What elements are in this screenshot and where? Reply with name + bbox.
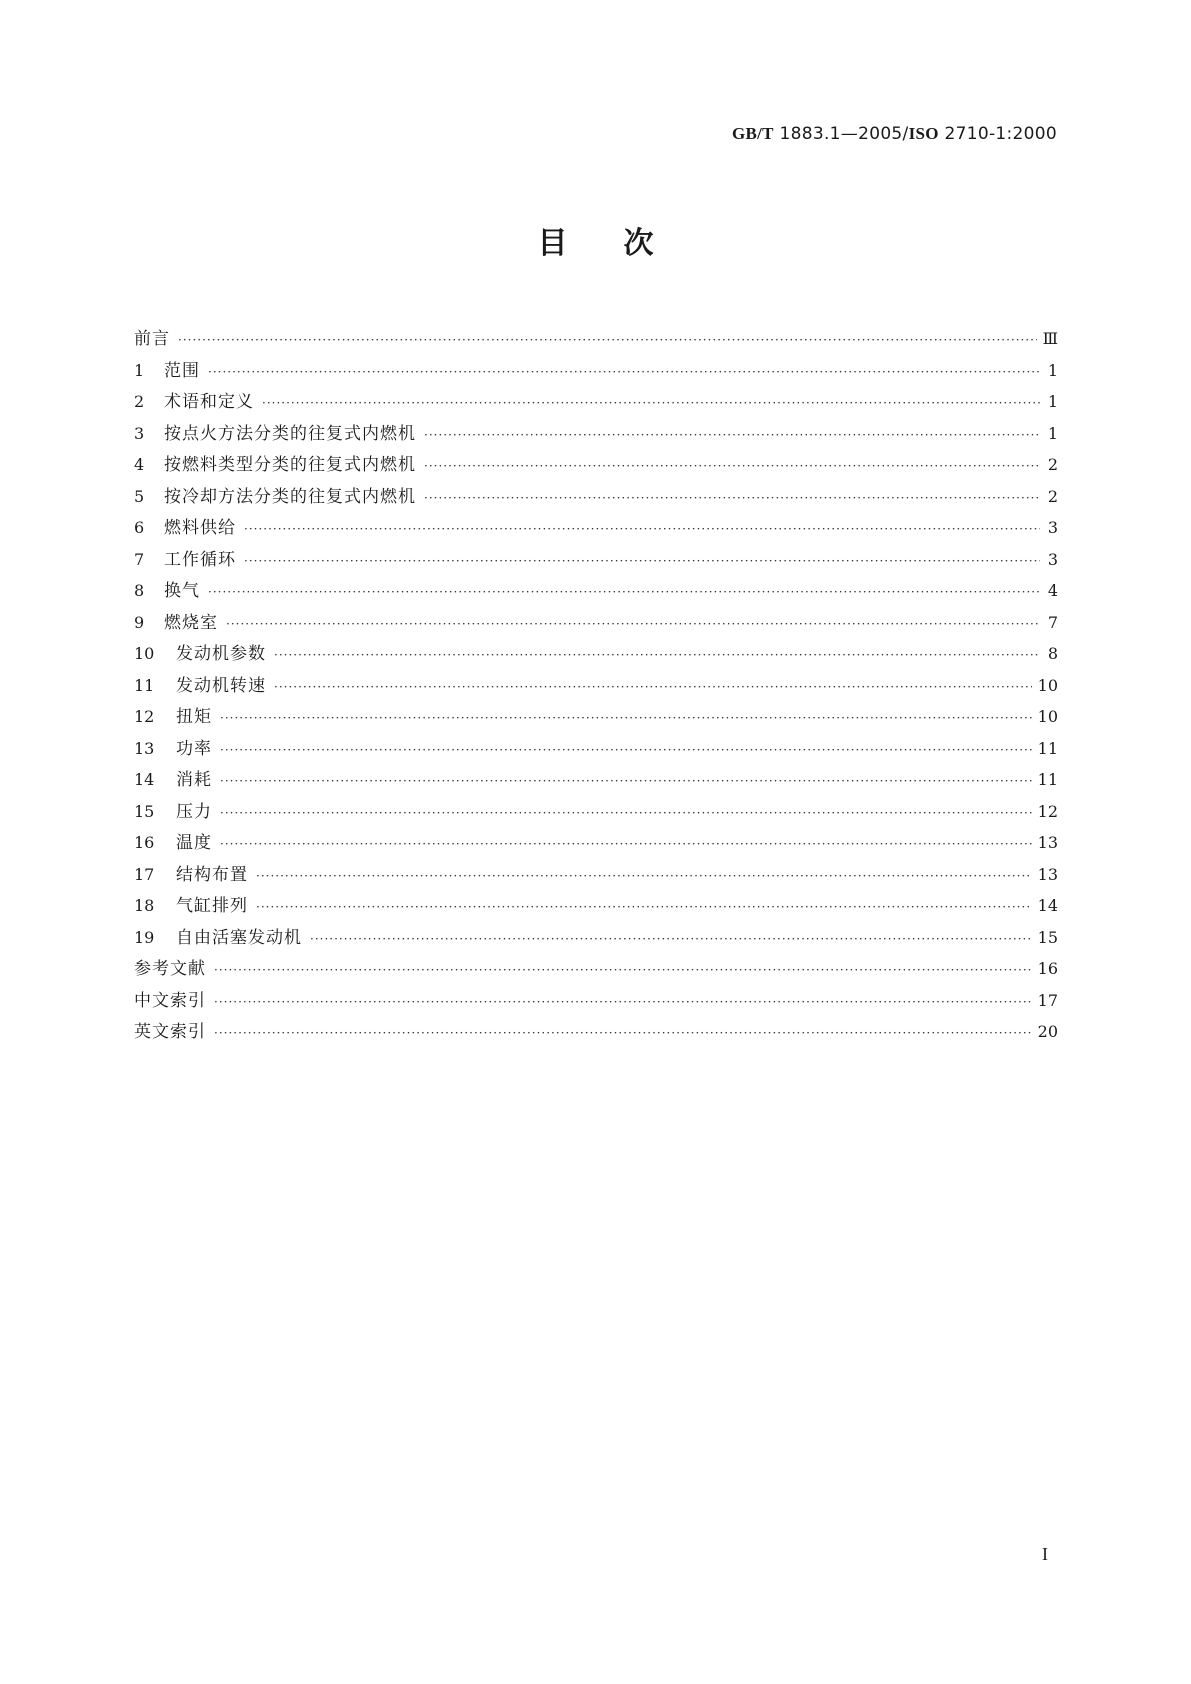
dot-leader xyxy=(220,832,1032,856)
standard-code xyxy=(732,124,1057,144)
dot-leader xyxy=(262,391,1040,415)
toc-entry[interactable] xyxy=(134,894,1058,926)
toc-entry[interactable] xyxy=(134,422,1058,454)
toc-entry[interactable] xyxy=(134,327,1058,359)
std-prefix: GB/T xyxy=(731,124,774,143)
toc-entry-label: 按冷却方法分类的往复式内燃机 xyxy=(164,486,416,507)
toc-entry-label: 按点火方法分类的往复式内燃机 xyxy=(164,423,416,444)
toc-entry-label: 压力 xyxy=(176,801,212,822)
toc-entry-page: 2 xyxy=(1047,455,1058,474)
toc-entry-number: 7 xyxy=(134,549,145,569)
dot-leader xyxy=(208,580,1040,604)
dot-leader xyxy=(424,486,1040,510)
toc-entry-label: 燃料供给 xyxy=(164,518,236,538)
toc-entry-page: 1 xyxy=(1047,423,1058,443)
dot-leader xyxy=(220,769,1032,793)
toc-entry-number: 11 xyxy=(134,675,155,695)
toc-entry-label: 功率 xyxy=(176,738,212,759)
toc-entry-page: 11 xyxy=(1037,738,1058,758)
toc-entry-page: 1 xyxy=(1047,392,1058,411)
toc-entry-number: 8 xyxy=(134,581,145,600)
toc-entry-page: 15 xyxy=(1037,927,1058,947)
toc-entry[interactable] xyxy=(134,926,1058,958)
toc-entry-label: 范围 xyxy=(164,360,200,381)
table-of-contents xyxy=(134,327,1058,1052)
toc-entry-number: 15 xyxy=(134,801,155,821)
toc-entry-number: 19 xyxy=(134,927,155,947)
std-number: 1883.1—2005/ xyxy=(773,124,909,144)
toc-entry-label: 英文索引 xyxy=(134,1022,206,1042)
toc-entry-number: 10 xyxy=(134,644,155,663)
toc-entry-number: 2 xyxy=(134,392,145,411)
toc-entry-page: 20 xyxy=(1037,1022,1058,1041)
toc-entry[interactable] xyxy=(134,989,1058,1021)
iso-prefix: ISO xyxy=(908,124,939,143)
toc-entry-label: 前言 xyxy=(134,329,170,349)
toc-entry[interactable] xyxy=(134,579,1058,611)
toc-entry-page: 11 xyxy=(1037,770,1058,789)
toc-entry[interactable] xyxy=(134,485,1058,517)
page-number: I xyxy=(1042,1544,1048,1564)
toc-entry-label: 扭矩 xyxy=(176,707,212,727)
dot-leader xyxy=(310,927,1032,951)
toc-entry[interactable] xyxy=(134,453,1058,485)
toc-entry-label: 参考文献 xyxy=(134,959,206,979)
toc-entry[interactable] xyxy=(134,831,1058,863)
toc-entry-label: 换气 xyxy=(164,581,200,601)
toc-entry-number: 13 xyxy=(134,738,155,758)
toc-entry[interactable] xyxy=(134,737,1058,769)
toc-entry-label: 术语和定义 xyxy=(164,392,254,412)
toc-entry[interactable] xyxy=(134,516,1058,548)
dot-leader xyxy=(244,517,1040,541)
dot-leader xyxy=(220,738,1032,762)
toc-entry-page: 8 xyxy=(1047,644,1058,663)
toc-entry-number: 16 xyxy=(134,833,155,852)
dot-leader xyxy=(214,1021,1032,1045)
toc-entry-page: 3 xyxy=(1047,518,1058,537)
toc-entry-page: 10 xyxy=(1037,707,1058,726)
toc-entry[interactable] xyxy=(134,548,1058,580)
toc-entry-page: 2 xyxy=(1047,486,1058,506)
iso-number: 2710-1:2000 xyxy=(938,124,1057,144)
toc-entry-page: 10 xyxy=(1037,675,1058,695)
dot-leader xyxy=(208,360,1040,384)
toc-entry-label: 温度 xyxy=(176,833,212,853)
toc-entry[interactable] xyxy=(134,800,1058,832)
toc-entry-page: 16 xyxy=(1037,959,1058,978)
toc-entry-page: 14 xyxy=(1037,896,1058,915)
toc-entry-number: 1 xyxy=(134,360,145,380)
dot-leader xyxy=(424,454,1040,478)
dot-leader xyxy=(256,895,1032,919)
page-title: 目次 xyxy=(537,226,710,261)
dot-leader xyxy=(178,328,1037,352)
toc-entry[interactable] xyxy=(134,1020,1058,1052)
dot-leader xyxy=(244,549,1040,573)
toc-entry-page: 17 xyxy=(1037,990,1058,1010)
toc-entry-label: 结构布置 xyxy=(176,864,248,885)
dot-leader xyxy=(214,990,1032,1014)
toc-entry-label: 气缸排列 xyxy=(176,896,248,916)
toc-entry-page: 4 xyxy=(1047,581,1058,600)
dot-leader xyxy=(256,864,1032,888)
toc-entry[interactable] xyxy=(134,359,1058,391)
toc-entry-number: 12 xyxy=(134,707,155,726)
dot-leader xyxy=(214,958,1032,982)
toc-entry[interactable] xyxy=(134,390,1058,422)
toc-entry-page: 13 xyxy=(1037,833,1058,852)
toc-entry-number: 5 xyxy=(134,486,145,506)
toc-entry-number: 3 xyxy=(134,423,145,443)
toc-entry-page: 7 xyxy=(1047,612,1058,632)
dot-leader xyxy=(274,643,1040,667)
toc-entry-page: Ⅲ xyxy=(1042,329,1058,348)
toc-entry-label: 发动机转速 xyxy=(176,675,266,696)
dot-leader xyxy=(220,801,1032,825)
toc-entry-label: 自由活塞发动机 xyxy=(176,927,302,948)
toc-entry-number: 14 xyxy=(134,770,155,789)
toc-entry[interactable] xyxy=(134,957,1058,989)
toc-entry-label: 消耗 xyxy=(176,770,212,790)
toc-entry-page: 12 xyxy=(1037,801,1058,821)
dot-leader xyxy=(226,612,1040,636)
dot-leader xyxy=(274,675,1032,699)
toc-entry[interactable] xyxy=(134,705,1058,737)
dot-leader xyxy=(424,423,1040,447)
toc-entry-number: 4 xyxy=(134,455,145,474)
toc-entry-number: 17 xyxy=(134,864,155,884)
toc-entry[interactable] xyxy=(134,674,1058,706)
toc-entry-label: 燃烧室 xyxy=(164,612,218,633)
toc-entry-label: 发动机参数 xyxy=(176,644,266,664)
toc-entry[interactable] xyxy=(134,611,1058,643)
dot-leader xyxy=(220,706,1032,730)
toc-entry-number: 18 xyxy=(134,896,155,915)
toc-entry-label: 中文索引 xyxy=(134,990,206,1011)
toc-entry[interactable] xyxy=(134,642,1058,674)
toc-entry-label: 工作循环 xyxy=(164,549,236,570)
toc-entry-label: 按燃料类型分类的往复式内燃机 xyxy=(164,455,416,475)
toc-entry-number: 6 xyxy=(134,518,145,537)
toc-entry-number: 9 xyxy=(134,612,145,632)
toc-entry[interactable] xyxy=(134,863,1058,895)
toc-entry-page: 1 xyxy=(1047,360,1058,380)
toc-entry-page: 13 xyxy=(1037,864,1058,884)
toc-entry-page: 3 xyxy=(1047,549,1058,569)
toc-entry[interactable] xyxy=(134,768,1058,800)
